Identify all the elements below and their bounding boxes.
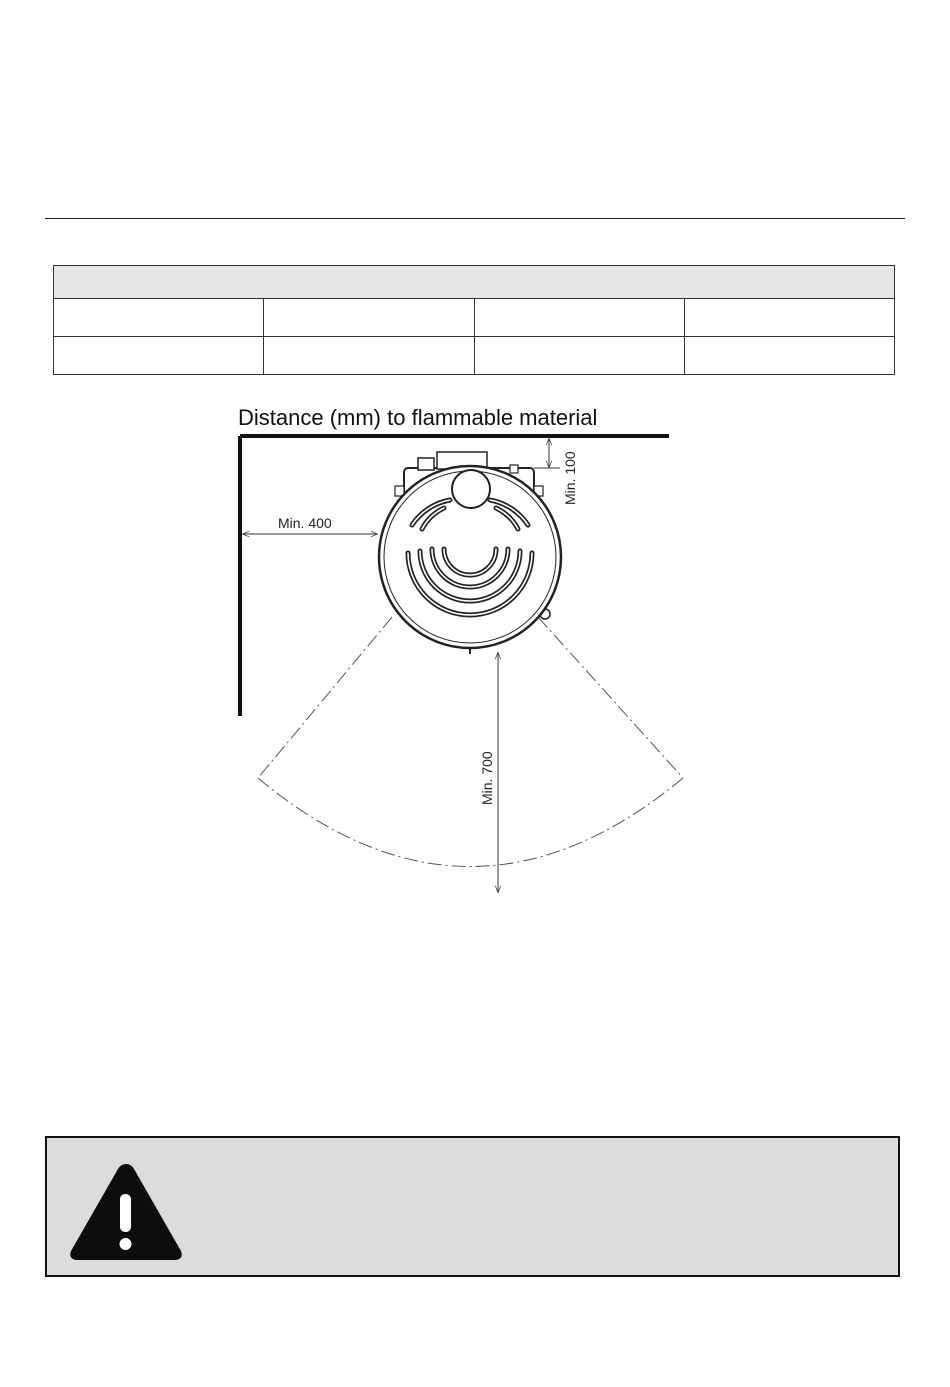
spec-table	[53, 265, 895, 375]
clearance-diagram-svg	[0, 395, 950, 910]
side-clearance-label: Min. 400	[278, 515, 332, 531]
table-cell	[264, 337, 474, 375]
clearance-diagram	[0, 395, 950, 910]
radiation-zone	[258, 617, 683, 867]
table-row	[54, 299, 895, 337]
table-cell	[54, 299, 264, 337]
table-row	[54, 337, 895, 375]
table-cell	[474, 337, 684, 375]
table-cell	[684, 337, 894, 375]
table-cell	[54, 337, 264, 375]
section-divider	[45, 218, 905, 219]
diagram-title: Distance (mm) to flammable material	[238, 405, 598, 430]
heater	[379, 452, 561, 654]
table-cell	[684, 299, 894, 337]
table-cell	[474, 299, 684, 337]
table-header-cell	[54, 266, 895, 299]
table-cell	[264, 299, 474, 337]
table-header-row	[54, 266, 895, 299]
warning-box	[45, 1136, 900, 1277]
front-clearance-label: Min. 700	[479, 751, 495, 805]
top-clearance-label: Min. 100	[562, 451, 578, 505]
warning-triangle-icon	[67, 1160, 185, 1264]
